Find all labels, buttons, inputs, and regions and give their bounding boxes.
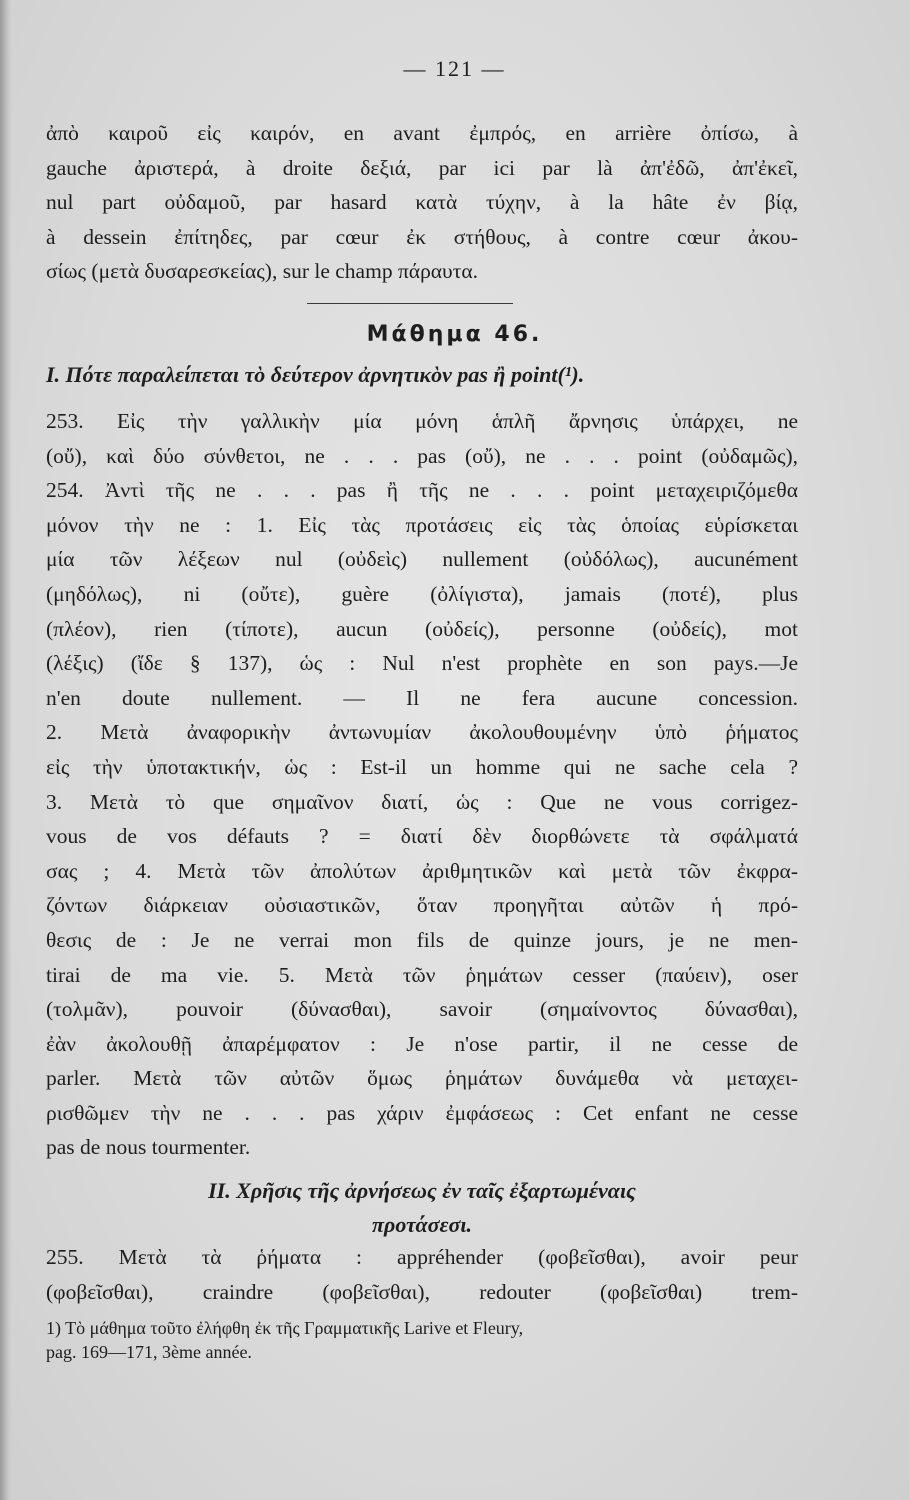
section-2-paragraph	[46, 1240, 798, 1309]
text-line: ζόντων διάρκειαν οὐσιαστικῶν, ὅταν προηγῆται αὐτῶν ἡ πρό-	[46, 893, 798, 918]
text-line: n'en doute nullement. — Il ne fera aucune concession.	[46, 685, 798, 710]
text-line: ἀπὸ καιροῦ εἰς καιρόν, en avant ἐμπρός, en arrière ὀπίσω, à	[46, 121, 798, 145]
text-line: nul part οὐδαμοῦ, par hasard κατὰ τύχην, à la hâte ἐν βίᾳ,	[46, 190, 798, 215]
text-line: (μηδόλως), ni (οὔτε), guère (ὀλίγιστα), jamais (ποτέ), plus	[46, 581, 798, 606]
text-line: 255. Μετὰ τὰ ῥήματα : appréhender (φοβεῖσθαι), avoir peur	[46, 1245, 798, 1269]
text-line: 3. Μετὰ τὸ que σημαῖνον διατί, ὡς : Que ne vous corrigez-	[46, 789, 798, 814]
text-line: (φοβεῖσθαι), craindre (φοβεῖσθαι), redouter (φοβεῖσθαι) trem-	[46, 1279, 798, 1304]
text-line: μόνον τὴν ne : 1. Εἰς τὰς προτάσεις εἰς τὰς ὁποίας εὑρίσκεται	[46, 512, 798, 537]
text-line: tirai de ma vie. 5. Μετὰ τῶν ῥημάτων cesser (παύειν), oser	[46, 962, 798, 987]
text-line: parler. Μετὰ τῶν αὐτῶν ὅμως ῥημάτων δυνάμεθα νὰ μεταχει-	[46, 1066, 798, 1091]
text-line: σας ; 4. Μετὰ τῶν ἀπολύτων ἀριθμητικῶν καὶ μετὰ τῶν ἐκφρα-	[46, 858, 798, 883]
text-line: à dessein ἐπίτηδες, par cœur ἐκ στήθους, à contre cœur ἀκου-	[46, 224, 798, 249]
text-line: 253. Εἰς τὴν γαλλικὴν μία μόνη ἁπλῆ ἄρνησις ὑπάρχει, ne	[46, 409, 798, 433]
text-line: (πλέον), rien (τίποτε), aucun (οὐδείς), personne (οὐδείς), mot	[46, 616, 798, 641]
text-line: 2. Μετὰ ἀναφορικὴν ἀντωνυμίαν ἀκολουθουμένην ὑπὸ ῥήματος	[46, 720, 798, 745]
text-line: pas de nous tourmenter.	[46, 1135, 251, 1160]
text-line: (οὔ), καὶ δύο σύνθετοι, ne . . . pas (οὔ), ne . . . point (οὐδαμῶς),	[46, 443, 798, 468]
footnote	[46, 1316, 798, 1364]
section-heading-2	[46, 1174, 798, 1242]
text-line: σίως (μετὰ δυσαρεσκείας), sur le champ πάραυτα.	[46, 259, 478, 284]
text-line: 254. Ἀντὶ τῆς ne . . . pas ἢ τῆς ne . . . point μεταχειριζόμεθα	[46, 478, 798, 503]
text-line: ἐὰν ἀκολουθῇ ἀπαρέμφατον : Je n'ose partir, il ne cesse de	[46, 1031, 798, 1056]
text-line: (λέξις) (ἴδε § 137), ὡς : Nul n'est prophète en son pays.—Je	[46, 651, 798, 676]
intro-paragraph	[46, 116, 798, 289]
text-line: θεσις de : Je ne verrai mon fils de quinze jours, je ne men-	[46, 927, 798, 952]
page-binding-edge	[0, 0, 12, 1500]
text-line: εἰς τὴν ὑποτακτικήν, ὡς : Est-il un homme qui ne sache cela ?	[46, 754, 798, 779]
section-heading-2-line-1: II. Χρῆσις τῆς ἀρνήσεως ἐν ταῖς ἐξαρτωμέναις	[208, 1178, 636, 1203]
text-line: gauche ἀριστερά, à droite δεξιά, par ici par là ἀπ'ἐδῶ, ἀπ'ἐκεῖ,	[46, 155, 798, 180]
section-divider	[307, 303, 513, 304]
footnote-line: 1) Τὸ μάθημα τοῦτο ἐλήφθη ἐκ τῆς Γραμματικῆς Larive et Fleury,	[46, 1318, 524, 1338]
page-number: — 121 —	[403, 56, 506, 81]
lesson-title: Μάθημα 46.	[366, 322, 543, 347]
section-1-paragraphs	[46, 404, 798, 1165]
section-heading-2-line-2: προτάσεσι.	[371, 1212, 472, 1237]
text-line: μία τῶν λέξεων nul (οὐδεὶς) nullement (οὐδόλως), aucunément	[46, 547, 798, 572]
text-line: ρισθῶμεν τὴν ne . . . pas χάριν ἐμφάσεως : Cet enfant ne cesse	[46, 1100, 798, 1125]
text-line: vous de vos défauts ? = διατί δὲν διορθώνετε τὰ σφάλματά	[46, 824, 798, 849]
text-line: (τολμᾶν), pouvoir (δύνασθαι), savoir (σημαίνοντος δύνασθαι),	[46, 997, 798, 1022]
footnote-line: pag. 169—171, 3ème année.	[46, 1342, 252, 1362]
section-heading-1: I. Πότε παραλείπεται τὸ δεύτερον ἀρνητικὸν pas ἢ point(¹).	[46, 362, 585, 387]
